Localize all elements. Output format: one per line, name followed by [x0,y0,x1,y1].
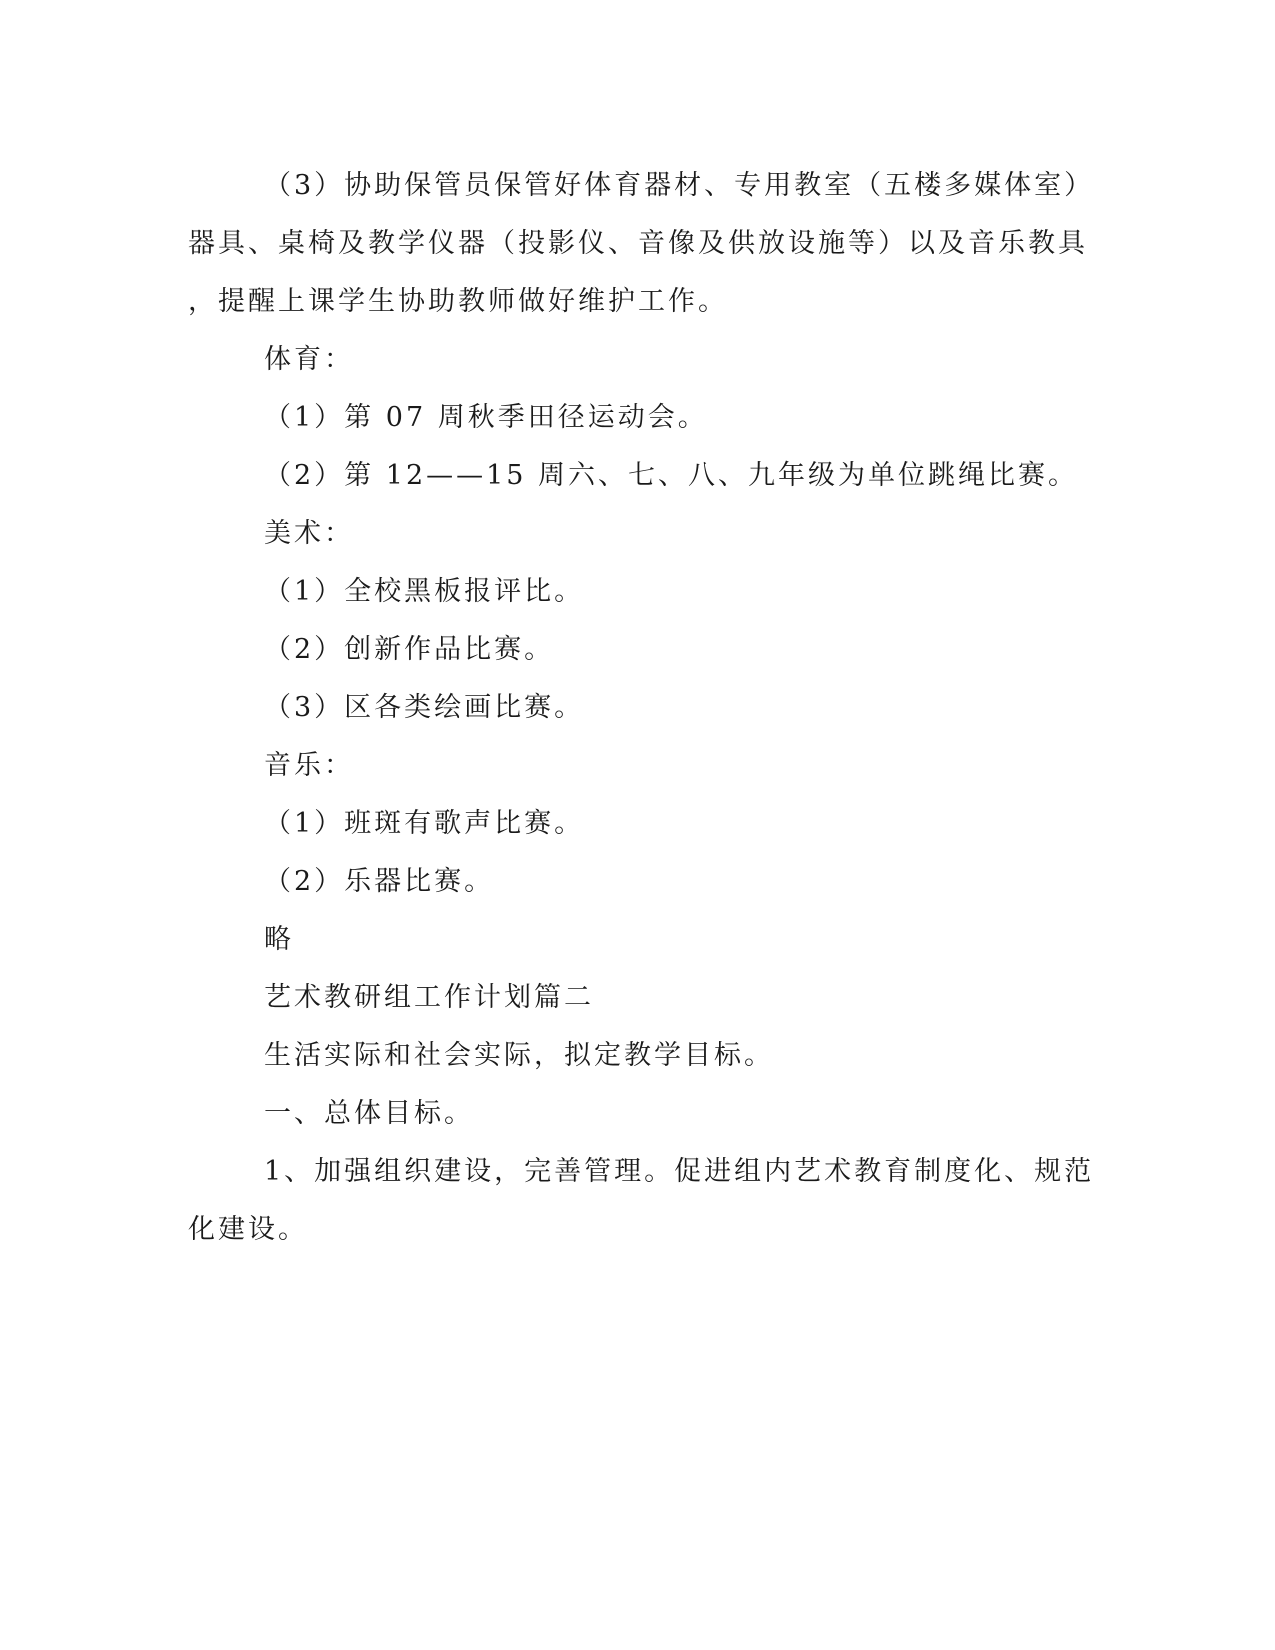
text-line: 生活实际和社会实际，拟定教学目标。 [264,1040,774,1071]
text-line: 1、加强组织建设，完善管理。促进组内艺术教育制度化、规范 [264,1156,1095,1187]
list-item: （1）第 07 周秋季田径运动会。 [264,402,708,433]
text-line: ，提醒上课学生协助教师做好维护工作。 [188,286,728,317]
document-title: 艺术教研组工作计划篇二 [264,982,594,1013]
list-item: （2）创新作品比赛。 [264,634,555,665]
list-item: （1）班斑有歌声比赛。 [264,808,585,839]
section-heading-goals: 一、总体目标。 [264,1098,474,1129]
text-line: 器具、桌椅及教学仪器（投影仪、音像及供放设施等）以及音乐教具 [188,228,1088,259]
list-item: （2）第 12——15 周六、七、八、九年级为单位跳绳比赛。 [264,460,1079,491]
list-item: （1）全校黑板报评比。 [264,576,585,607]
text-line: （3）协助保管员保管好体育器材、专用教室（五楼多媒体室） [264,170,1095,201]
section-heading-art: 美术： [264,518,354,549]
section-heading-music: 音乐： [264,750,354,781]
text-line: 略 [264,924,294,955]
text-line: 化建设。 [188,1214,308,1245]
list-item: （3）区各类绘画比赛。 [264,692,585,723]
section-heading-pe: 体育： [264,344,354,375]
list-item: （2）乐器比赛。 [264,866,495,897]
